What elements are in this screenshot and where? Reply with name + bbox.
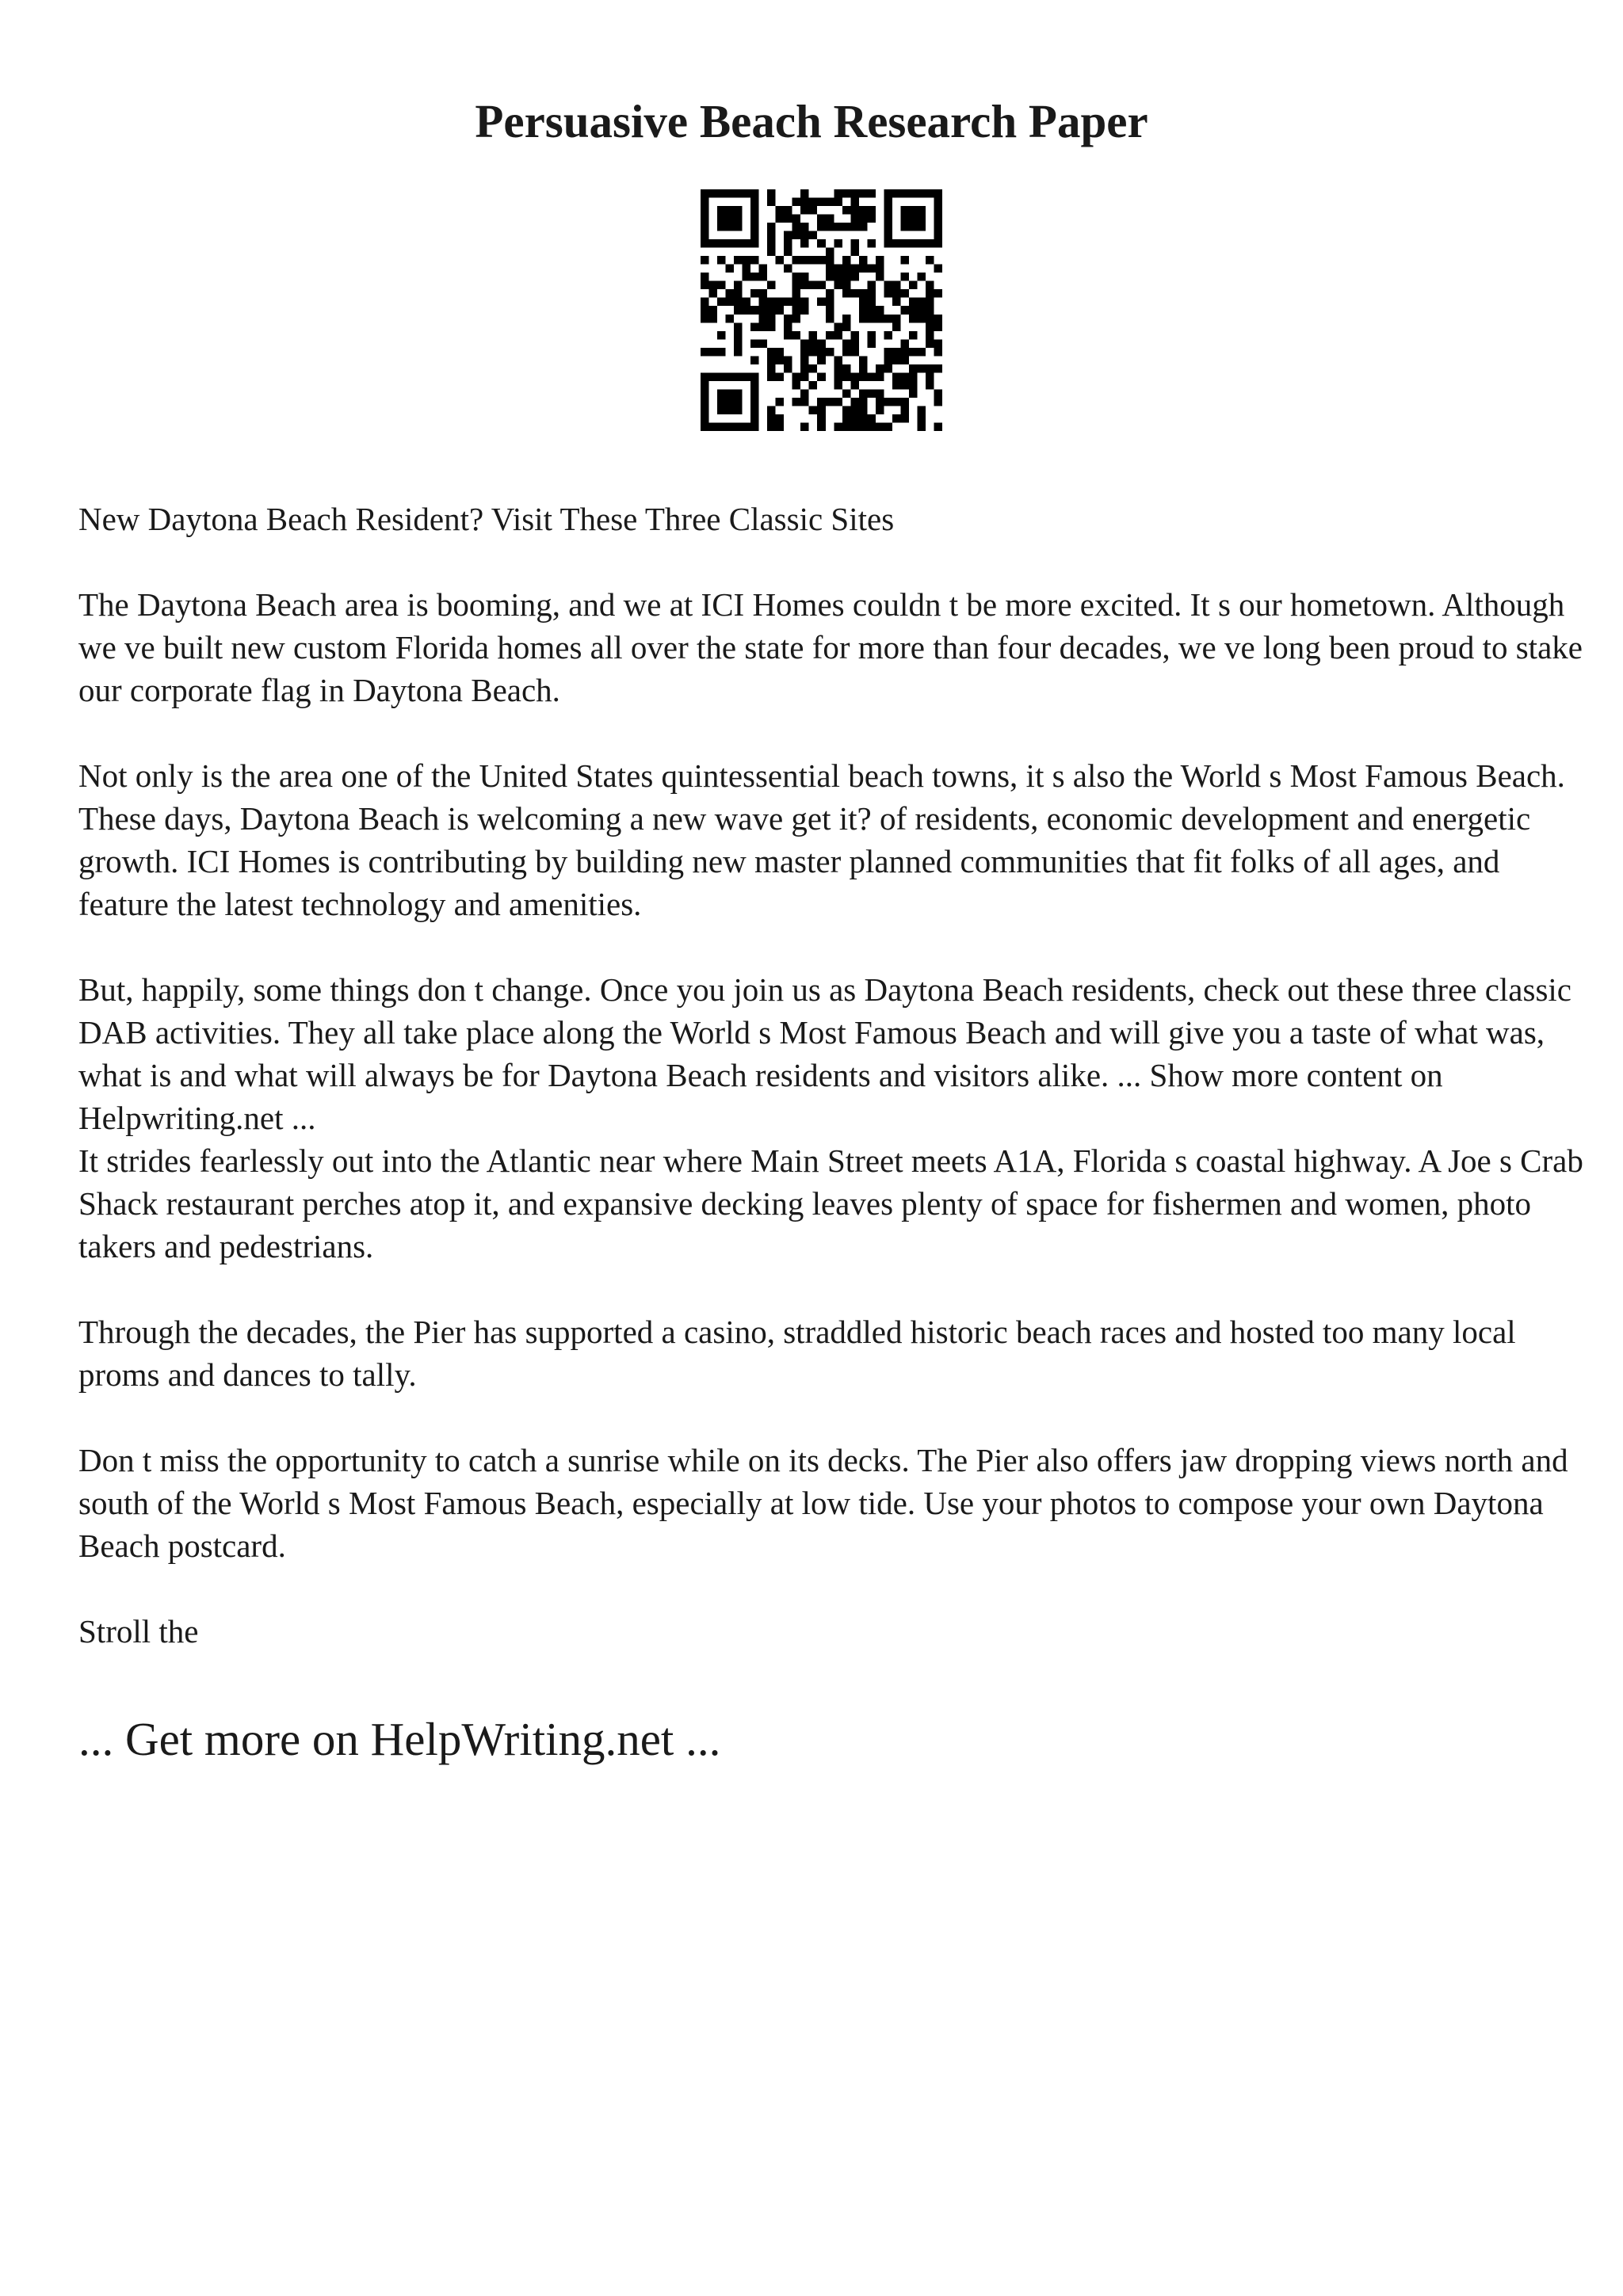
- paragraph: The Daytona Beach area is booming, and we at ICI Homes couldn t be more excited. It s our hometown. Although we ve built new custom Florida homes all over the state for more than four decades, we ve long been proud to stake our corporate flag in Daytona Beach.: [78, 586, 1583, 708]
- page-title: Persuasive Beach Research Paper: [475, 95, 1148, 147]
- article-subtitle: New Daytona Beach Resident? Visit These Three Classic Sites: [78, 501, 895, 537]
- paragraph: But, happily, some things don t change. Once you join us as Daytona Beach residents, check out these three classic DAB activities. They all take place along the World s Most Famous Beach and will give you a taste of what was, what is and what will always be for Daytona Beach residents and visitors alike. ... Show more content on Helpwriting.net ...: [78, 971, 1571, 1136]
- get-more-link[interactable]: ... Get more on HelpWriting.net ...: [78, 1713, 721, 1765]
- paragraph: It strides fearlessly out into the Atlantic near where Main Street meets A1A, Florida s coastal highway. A Joe s Crab Shack restaurant perches atop it, and expansive decking leaves plenty of space for fishermen and women, photo takers and pedestrians.: [78, 1142, 1583, 1264]
- paragraph: Don t miss the opportunity to catch a sunrise while on its decks. The Pier also offers jaw dropping views north and south of the World s Most Famous Beach, especially at low tide. Use your photos to compose your own Daytona Beach postcard.: [78, 1442, 1568, 1564]
- paragraph: Not only is the area one of the United States quintessential beach towns, it s also the World s Most Famous Beach. These days, Daytona Beach is welcoming a new wave get it? of residents, economic development and energetic growth. ICI Homes is contributing by building new master planned communities that fit folks of all ages, and feature the latest technology and amenities.: [78, 757, 1565, 922]
- paragraph: Stroll the: [78, 1613, 199, 1650]
- article-body: [78, 498, 1584, 1695]
- qr-code-icon: [701, 189, 942, 431]
- paragraph: Through the decades, the Pier has supported a casino, straddled historic beach races and hosted too many local proms and dances to tally.: [78, 1314, 1516, 1393]
